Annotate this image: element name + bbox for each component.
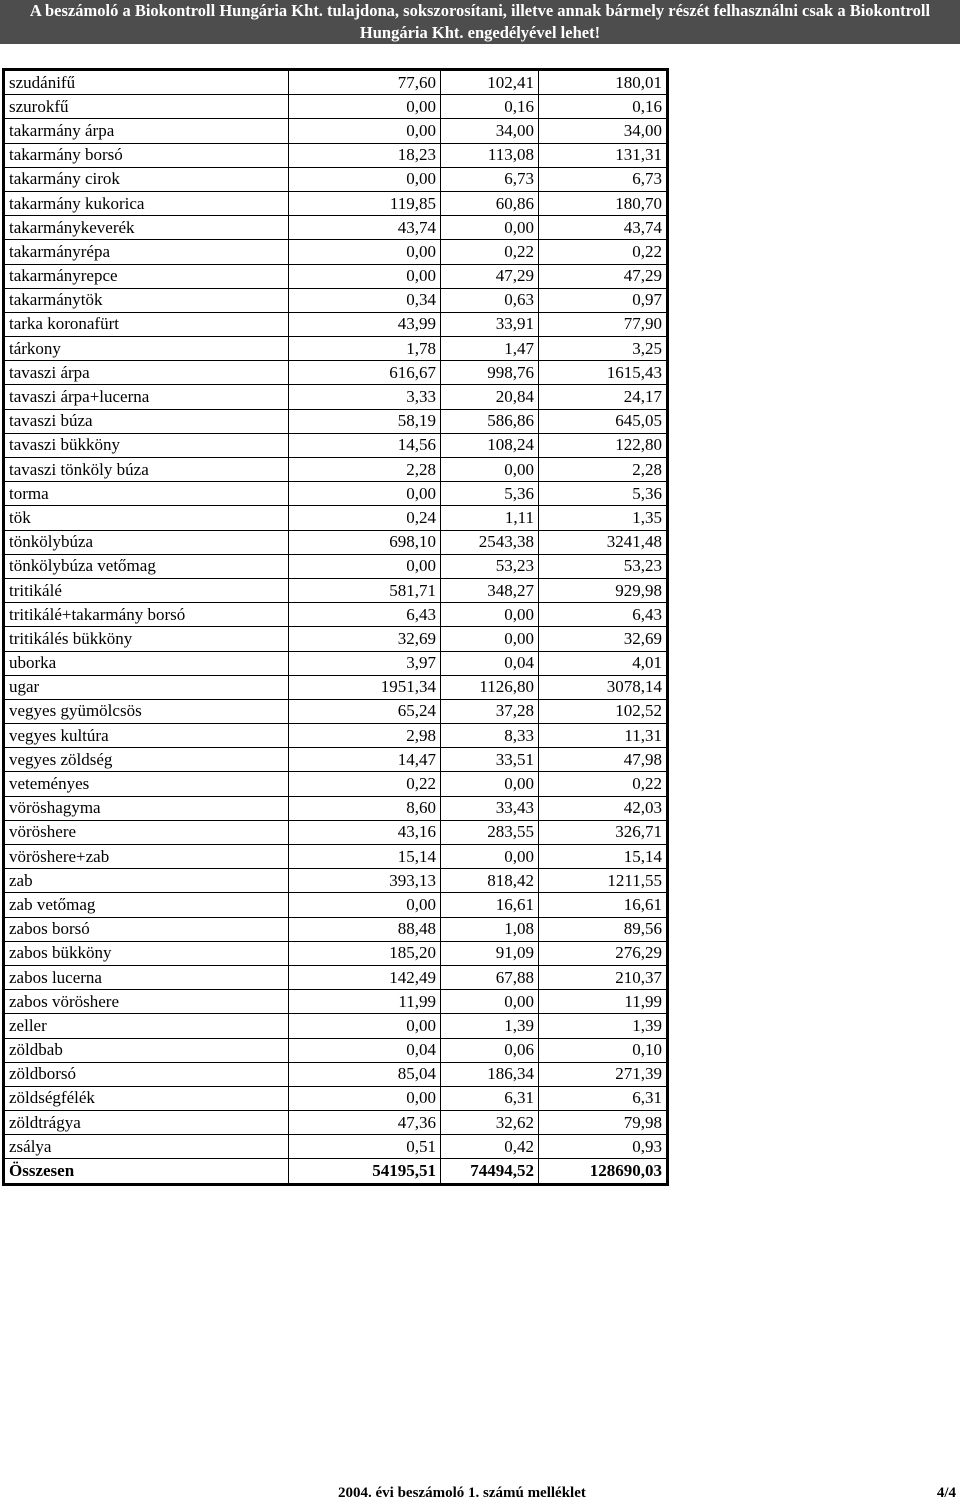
table-row: [5, 1135, 667, 1159]
table-row: [5, 530, 667, 554]
crop-name-cell: uborka: [5, 651, 289, 675]
value-col2-cell: 37,28: [441, 699, 539, 723]
value-total-cell: 47,98: [539, 748, 667, 772]
crop-name-cell: tritikálé+takarmány borsó: [5, 603, 289, 627]
crop-name-cell: vöröshere: [5, 820, 289, 844]
value-col2-cell: 0,00: [441, 990, 539, 1014]
crop-name-cell: takarmánytök: [5, 288, 289, 312]
crop-name-cell: zabos lucerna: [5, 965, 289, 989]
table-row: [5, 337, 667, 361]
crop-name-cell: veteményes: [5, 772, 289, 796]
crop-name-cell: zabos vöröshere: [5, 990, 289, 1014]
crop-name-cell: zöldbab: [5, 1038, 289, 1062]
table-row: [5, 1086, 667, 1110]
value-col2-cell: 0,00: [441, 845, 539, 869]
crop-name-cell: tarka koronafürt: [5, 312, 289, 336]
crop-name-cell: zabos bükköny: [5, 941, 289, 965]
total-value-cell: 54195,51: [289, 1159, 441, 1183]
value-col2-cell: 0,00: [441, 627, 539, 651]
page-footer: [0, 1485, 960, 1505]
value-col1-cell: 185,20: [289, 941, 441, 965]
value-total-cell: 131,31: [539, 143, 667, 167]
value-col1-cell: 2,28: [289, 458, 441, 482]
table-row: [5, 965, 667, 989]
crop-name-cell: vöröshere+zab: [5, 845, 289, 869]
value-col1-cell: 85,04: [289, 1062, 441, 1086]
table-row: [5, 71, 667, 95]
value-total-cell: 6,73: [539, 167, 667, 191]
value-total-cell: 79,98: [539, 1111, 667, 1135]
value-col1-cell: 0,51: [289, 1135, 441, 1159]
value-col2-cell: 8,33: [441, 724, 539, 748]
table-row: [5, 990, 667, 1014]
crop-area-table: [4, 70, 667, 1184]
value-total-cell: 1,35: [539, 506, 667, 530]
value-col1-cell: 0,22: [289, 772, 441, 796]
value-col2-cell: 0,63: [441, 288, 539, 312]
crop-name-cell: tök: [5, 506, 289, 530]
value-col1-cell: 1,78: [289, 337, 441, 361]
value-col2-cell: 1,11: [441, 506, 539, 530]
value-col1-cell: 8,60: [289, 796, 441, 820]
table-row: [5, 699, 667, 723]
total-label-cell: Összesen: [5, 1159, 289, 1183]
crop-name-cell: szurokfű: [5, 95, 289, 119]
copyright-banner: [0, 0, 960, 44]
value-col1-cell: 3,33: [289, 385, 441, 409]
crop-name-cell: zöldségfélék: [5, 1086, 289, 1110]
value-total-cell: 47,29: [539, 264, 667, 288]
value-col1-cell: 43,74: [289, 216, 441, 240]
value-total-cell: 210,37: [539, 965, 667, 989]
value-col1-cell: 47,36: [289, 1111, 441, 1135]
value-col1-cell: 698,10: [289, 530, 441, 554]
value-total-cell: 276,29: [539, 941, 667, 965]
table-row: [5, 893, 667, 917]
table-row: [5, 675, 667, 699]
value-col2-cell: 102,41: [441, 71, 539, 95]
value-col1-cell: 0,34: [289, 288, 441, 312]
table-row: [5, 554, 667, 578]
table-row: [5, 772, 667, 796]
value-col2-cell: 53,23: [441, 554, 539, 578]
crop-name-cell: ugar: [5, 675, 289, 699]
value-col1-cell: 0,00: [289, 1086, 441, 1110]
value-col1-cell: 32,69: [289, 627, 441, 651]
crop-name-cell: tritikálé: [5, 578, 289, 602]
table-row: [5, 748, 667, 772]
footer-caption: 2004. évi beszámoló 1. számú melléklet: [338, 1485, 586, 1501]
value-total-cell: 42,03: [539, 796, 667, 820]
value-total-cell: 89,56: [539, 917, 667, 941]
value-total-cell: 4,01: [539, 651, 667, 675]
value-total-cell: 1615,43: [539, 361, 667, 385]
value-col2-cell: 0,00: [441, 458, 539, 482]
crop-name-cell: takarmányrépa: [5, 240, 289, 264]
value-col1-cell: 18,23: [289, 143, 441, 167]
crop-name-cell: szudánifű: [5, 71, 289, 95]
table-row: [5, 917, 667, 941]
table-row: [5, 191, 667, 215]
value-col2-cell: 6,31: [441, 1086, 539, 1110]
value-total-cell: 11,99: [539, 990, 667, 1014]
value-col1-cell: 0,00: [289, 554, 441, 578]
value-col2-cell: 0,00: [441, 216, 539, 240]
value-total-cell: 3,25: [539, 337, 667, 361]
value-col1-cell: 43,16: [289, 820, 441, 844]
page-number: 4/4: [936, 1485, 956, 1501]
value-col1-cell: 0,00: [289, 1014, 441, 1038]
crop-name-cell: tavaszi búza: [5, 409, 289, 433]
crop-name-cell: tárkony: [5, 337, 289, 361]
value-col2-cell: 20,84: [441, 385, 539, 409]
crop-name-cell: vegyes gyümölcsös: [5, 699, 289, 723]
value-total-cell: 5,36: [539, 482, 667, 506]
value-col2-cell: 0,42: [441, 1135, 539, 1159]
value-col2-cell: 998,76: [441, 361, 539, 385]
value-col1-cell: 15,14: [289, 845, 441, 869]
value-total-cell: 6,43: [539, 603, 667, 627]
total-value-cell: 128690,03: [539, 1159, 667, 1183]
table-row: [5, 941, 667, 965]
value-total-cell: 0,22: [539, 772, 667, 796]
value-total-cell: 122,80: [539, 433, 667, 457]
value-col2-cell: 60,86: [441, 191, 539, 215]
value-col1-cell: 0,00: [289, 893, 441, 917]
table-row: [5, 869, 667, 893]
crop-name-cell: takarmánykeverék: [5, 216, 289, 240]
table-row: [5, 240, 667, 264]
value-col1-cell: 88,48: [289, 917, 441, 941]
crop-name-cell: tritikálés bükköny: [5, 627, 289, 651]
value-col1-cell: 1951,34: [289, 675, 441, 699]
value-col2-cell: 108,24: [441, 433, 539, 457]
total-value-cell: 74494,52: [441, 1159, 539, 1183]
value-col1-cell: 393,13: [289, 869, 441, 893]
value-total-cell: 24,17: [539, 385, 667, 409]
table-row: [5, 288, 667, 312]
value-col1-cell: 77,60: [289, 71, 441, 95]
value-col1-cell: 65,24: [289, 699, 441, 723]
copyright-line-1: A beszámoló a Biokontroll Hungária Kht. tulajdona, sokszorosítani, illetve annak bármely részét felhasználni csak a Biokontroll: [29, 1, 931, 20]
table-row: [5, 651, 667, 675]
value-total-cell: 0,16: [539, 95, 667, 119]
value-total-cell: 1211,55: [539, 869, 667, 893]
value-total-cell: 2,28: [539, 458, 667, 482]
table-row: [5, 578, 667, 602]
table-row: [5, 143, 667, 167]
crop-name-cell: tönkölybúza vetőmag: [5, 554, 289, 578]
value-col2-cell: 1,08: [441, 917, 539, 941]
crop-name-cell: tavaszi árpa+lucerna: [5, 385, 289, 409]
total-row: [5, 1159, 667, 1183]
crop-name-cell: tavaszi árpa: [5, 361, 289, 385]
copyright-line-2: Hungária Kht. engedélyével lehet!: [359, 23, 601, 42]
table-row: [5, 506, 667, 530]
value-col1-cell: 119,85: [289, 191, 441, 215]
table-row: [5, 1062, 667, 1086]
value-col1-cell: 3,97: [289, 651, 441, 675]
table-row: [5, 385, 667, 409]
table-row: [5, 216, 667, 240]
crop-name-cell: zab vetőmag: [5, 893, 289, 917]
table-row: [5, 95, 667, 119]
value-col1-cell: 43,99: [289, 312, 441, 336]
value-total-cell: 0,22: [539, 240, 667, 264]
value-col1-cell: 142,49: [289, 965, 441, 989]
crop-name-cell: takarmány borsó: [5, 143, 289, 167]
value-col1-cell: 0,24: [289, 506, 441, 530]
crop-name-cell: zeller: [5, 1014, 289, 1038]
value-col1-cell: 11,99: [289, 990, 441, 1014]
value-total-cell: 6,31: [539, 1086, 667, 1110]
crop-name-cell: takarmány cirok: [5, 167, 289, 191]
value-total-cell: 326,71: [539, 820, 667, 844]
value-total-cell: 34,00: [539, 119, 667, 143]
crop-name-cell: zab: [5, 869, 289, 893]
table-row: [5, 119, 667, 143]
value-total-cell: 1,39: [539, 1014, 667, 1038]
value-col1-cell: 0,00: [289, 482, 441, 506]
crop-name-cell: torma: [5, 482, 289, 506]
value-total-cell: 32,69: [539, 627, 667, 651]
crop-name-cell: zöldtrágya: [5, 1111, 289, 1135]
value-col2-cell: 0,00: [441, 603, 539, 627]
crop-name-cell: vöröshagyma: [5, 796, 289, 820]
value-col2-cell: 1,39: [441, 1014, 539, 1038]
value-total-cell: 271,39: [539, 1062, 667, 1086]
value-col2-cell: 818,42: [441, 869, 539, 893]
value-col1-cell: 14,47: [289, 748, 441, 772]
value-col2-cell: 33,91: [441, 312, 539, 336]
value-col2-cell: 113,08: [441, 143, 539, 167]
value-col2-cell: 33,51: [441, 748, 539, 772]
value-total-cell: 645,05: [539, 409, 667, 433]
table-row: [5, 820, 667, 844]
value-col2-cell: 186,34: [441, 1062, 539, 1086]
value-col2-cell: 67,88: [441, 965, 539, 989]
value-col1-cell: 6,43: [289, 603, 441, 627]
value-col1-cell: 58,19: [289, 409, 441, 433]
value-col2-cell: 32,62: [441, 1111, 539, 1135]
crop-name-cell: zabos borsó: [5, 917, 289, 941]
value-total-cell: 0,10: [539, 1038, 667, 1062]
value-col2-cell: 586,86: [441, 409, 539, 433]
value-total-cell: 11,31: [539, 724, 667, 748]
value-col2-cell: 5,36: [441, 482, 539, 506]
value-col2-cell: 91,09: [441, 941, 539, 965]
value-col2-cell: 0,22: [441, 240, 539, 264]
value-col1-cell: 0,00: [289, 240, 441, 264]
value-col1-cell: 0,04: [289, 1038, 441, 1062]
crop-name-cell: takarmány árpa: [5, 119, 289, 143]
value-col1-cell: 0,00: [289, 167, 441, 191]
crop-name-cell: tavaszi bükköny: [5, 433, 289, 457]
value-col1-cell: 2,98: [289, 724, 441, 748]
value-total-cell: 15,14: [539, 845, 667, 869]
table-row: [5, 603, 667, 627]
value-col2-cell: 348,27: [441, 578, 539, 602]
table-row: [5, 409, 667, 433]
value-total-cell: 0,97: [539, 288, 667, 312]
table-row: [5, 482, 667, 506]
table-row: [5, 627, 667, 651]
value-col1-cell: 14,56: [289, 433, 441, 457]
value-total-cell: 53,23: [539, 554, 667, 578]
table-row: [5, 1111, 667, 1135]
crop-name-cell: tavaszi tönköly búza: [5, 458, 289, 482]
value-col1-cell: 616,67: [289, 361, 441, 385]
table-row: [5, 433, 667, 457]
value-total-cell: 43,74: [539, 216, 667, 240]
value-total-cell: 929,98: [539, 578, 667, 602]
table-row: [5, 1038, 667, 1062]
value-col2-cell: 34,00: [441, 119, 539, 143]
crop-name-cell: vegyes kultúra: [5, 724, 289, 748]
table-row: [5, 361, 667, 385]
value-total-cell: 180,01: [539, 71, 667, 95]
value-col2-cell: 1126,80: [441, 675, 539, 699]
value-col2-cell: 0,04: [441, 651, 539, 675]
value-col2-cell: 47,29: [441, 264, 539, 288]
table-row: [5, 845, 667, 869]
value-col2-cell: 1,47: [441, 337, 539, 361]
value-col2-cell: 283,55: [441, 820, 539, 844]
value-col1-cell: 581,71: [289, 578, 441, 602]
crop-name-cell: takarmányrepce: [5, 264, 289, 288]
value-col2-cell: 6,73: [441, 167, 539, 191]
value-col1-cell: 0,00: [289, 95, 441, 119]
crop-name-cell: vegyes zöldség: [5, 748, 289, 772]
table-row: [5, 796, 667, 820]
value-col1-cell: 0,00: [289, 264, 441, 288]
table-body: [5, 71, 667, 1184]
crop-name-cell: takarmány kukorica: [5, 191, 289, 215]
table-row: [5, 167, 667, 191]
value-total-cell: 102,52: [539, 699, 667, 723]
table-row: [5, 458, 667, 482]
value-col2-cell: 0,06: [441, 1038, 539, 1062]
value-col1-cell: 0,00: [289, 119, 441, 143]
value-col2-cell: 33,43: [441, 796, 539, 820]
table-row: [5, 1014, 667, 1038]
value-col2-cell: 2543,38: [441, 530, 539, 554]
value-col2-cell: 0,16: [441, 95, 539, 119]
value-col2-cell: 16,61: [441, 893, 539, 917]
value-col2-cell: 0,00: [441, 772, 539, 796]
table-row: [5, 724, 667, 748]
table-row: [5, 312, 667, 336]
value-total-cell: 16,61: [539, 893, 667, 917]
crop-name-cell: zsálya: [5, 1135, 289, 1159]
crop-name-cell: zöldborsó: [5, 1062, 289, 1086]
value-total-cell: 180,70: [539, 191, 667, 215]
value-total-cell: 3241,48: [539, 530, 667, 554]
crop-name-cell: tönkölybúza: [5, 530, 289, 554]
value-total-cell: 0,93: [539, 1135, 667, 1159]
value-total-cell: 3078,14: [539, 675, 667, 699]
table-row: [5, 264, 667, 288]
value-total-cell: 77,90: [539, 312, 667, 336]
